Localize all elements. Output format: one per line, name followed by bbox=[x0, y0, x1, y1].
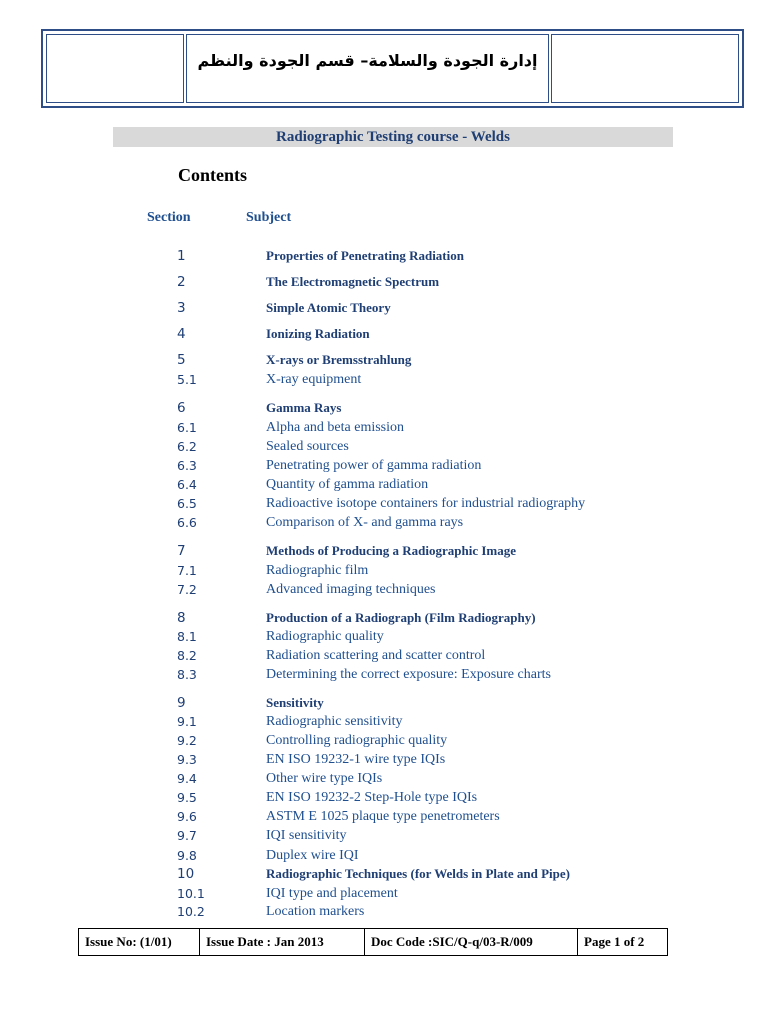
section-title: Alpha and beta emission bbox=[266, 420, 405, 435]
section-title: Gamma Rays bbox=[266, 400, 342, 415]
section-number: 10.1 bbox=[177, 886, 205, 901]
page-number: Page 1 of 2 bbox=[578, 929, 668, 956]
list-item bbox=[0, 733, 768, 752]
section-title: Penetrating power of gamma radiation bbox=[266, 458, 482, 473]
section-title: Properties of Penetrating Radiation bbox=[266, 248, 464, 263]
section-title: Production of a Radiograph (Film Radiography) bbox=[266, 610, 536, 625]
list-item bbox=[0, 248, 768, 267]
section-number: 9.3 bbox=[177, 752, 197, 767]
list-item bbox=[0, 439, 768, 458]
section-number: 7.2 bbox=[177, 582, 197, 597]
section-number: 6.3 bbox=[177, 458, 197, 473]
section-title: IQI type and placement bbox=[266, 886, 398, 901]
section-number: 5.1 bbox=[177, 372, 197, 387]
list-item bbox=[0, 543, 768, 562]
list-item bbox=[0, 372, 768, 391]
list-item bbox=[0, 352, 768, 371]
section-number: 9.4 bbox=[177, 771, 197, 786]
section-column-header: Section bbox=[147, 210, 191, 225]
list-item bbox=[0, 886, 768, 905]
section-title: Sealed sources bbox=[266, 439, 349, 454]
section-title: Radiographic film bbox=[266, 563, 369, 578]
list-item bbox=[0, 300, 768, 319]
issue-date: Issue Date : Jan 2013 bbox=[200, 929, 365, 956]
section-title: IQI sensitivity bbox=[266, 828, 347, 843]
section-title: Duplex wire IQI bbox=[266, 848, 359, 863]
section-number: 5 bbox=[177, 352, 186, 368]
section-title: X-ray equipment bbox=[266, 372, 362, 387]
list-item bbox=[0, 629, 768, 648]
section-title: Radiographic quality bbox=[266, 629, 384, 644]
section-title: Location markers bbox=[266, 904, 365, 919]
list-item bbox=[0, 515, 768, 534]
list-item bbox=[0, 695, 768, 714]
list-item bbox=[0, 714, 768, 733]
section-title: Quantity of gamma radiation bbox=[266, 477, 429, 492]
section-number: 9.1 bbox=[177, 714, 197, 729]
section-number: 9.8 bbox=[177, 848, 197, 863]
issue-number: Issue No: (1/01) bbox=[79, 929, 200, 956]
section-title: X-rays or Bremsstrahlung bbox=[266, 352, 412, 367]
list-item bbox=[0, 400, 768, 419]
list-item bbox=[0, 648, 768, 667]
contents-heading: Contents bbox=[178, 165, 248, 185]
header-right-cell bbox=[551, 34, 739, 103]
list-item bbox=[0, 866, 768, 885]
section-number: 6.5 bbox=[177, 496, 197, 511]
section-number: 6.4 bbox=[177, 477, 197, 492]
section-number: 7.1 bbox=[177, 563, 197, 578]
header-left-cell bbox=[46, 34, 184, 103]
list-item bbox=[0, 496, 768, 515]
section-title: Simple Atomic Theory bbox=[266, 300, 391, 315]
section-number: 10 bbox=[177, 866, 195, 882]
list-item bbox=[0, 771, 768, 790]
header-title: إدارة الجودة والسلامة– قسم الجودة والنظم bbox=[197, 51, 538, 70]
section-title: Radiation scattering and scatter control bbox=[266, 648, 486, 663]
course-title: Radiographic Testing course - Welds bbox=[113, 127, 673, 147]
section-number: 9.7 bbox=[177, 828, 197, 843]
list-item bbox=[0, 904, 768, 923]
section-number: 9 bbox=[177, 695, 186, 711]
list-item bbox=[0, 610, 768, 629]
section-title: ASTM E 1025 plaque type penetrometers bbox=[266, 809, 500, 824]
section-number: 10.2 bbox=[177, 904, 205, 919]
list-item bbox=[0, 274, 768, 293]
section-number: 9.2 bbox=[177, 733, 197, 748]
section-number: 9.6 bbox=[177, 809, 197, 824]
section-title: The Electromagnetic Spectrum bbox=[266, 274, 440, 289]
section-number: 9.5 bbox=[177, 790, 197, 805]
section-number: 8 bbox=[177, 610, 186, 626]
section-title: Methods of Producing a Radiographic Image bbox=[266, 543, 517, 558]
section-number: 1 bbox=[177, 248, 186, 264]
list-item bbox=[0, 848, 768, 867]
list-item bbox=[0, 667, 768, 686]
section-number: 8.1 bbox=[177, 629, 197, 644]
section-number: 3 bbox=[177, 300, 186, 316]
document-footer bbox=[78, 928, 668, 956]
section-number: 6.1 bbox=[177, 420, 197, 435]
section-number: 8.3 bbox=[177, 667, 197, 682]
list-item bbox=[0, 752, 768, 771]
document-code: Doc Code :SIC/Q-q/03-R/009 bbox=[365, 929, 578, 956]
section-title: Comparison of X- and gamma rays bbox=[266, 515, 464, 530]
section-title: Radiographic Techniques (for Welds in Plate and Pipe) bbox=[266, 866, 570, 881]
list-item bbox=[0, 809, 768, 828]
list-item bbox=[0, 563, 768, 582]
subject-column-header: Subject bbox=[246, 210, 292, 225]
section-number: 6.2 bbox=[177, 439, 197, 454]
section-title: Ionizing Radiation bbox=[266, 326, 370, 341]
section-title: Other wire type IQIs bbox=[266, 771, 383, 786]
list-item bbox=[0, 582, 768, 601]
section-number: 7 bbox=[177, 543, 186, 559]
list-item bbox=[0, 790, 768, 809]
section-title: EN ISO 19232-2 Step-Hole type IQIs bbox=[266, 790, 478, 805]
section-number: 8.2 bbox=[177, 648, 197, 663]
list-item bbox=[0, 420, 768, 439]
section-title: Determining the correct exposure: Exposure charts bbox=[266, 667, 551, 682]
section-number: 6.6 bbox=[177, 515, 197, 530]
section-title: Controlling radiographic quality bbox=[266, 733, 448, 748]
section-title: Advanced imaging techniques bbox=[266, 582, 436, 597]
section-title: EN ISO 19232-1 wire type IQIs bbox=[266, 752, 446, 767]
section-title: Sensitivity bbox=[266, 695, 324, 710]
list-item bbox=[0, 326, 768, 345]
section-title: Radioactive isotope containers for industrial radiography bbox=[266, 496, 586, 511]
header-center-cell bbox=[186, 34, 549, 103]
list-item bbox=[0, 458, 768, 477]
list-item bbox=[0, 828, 768, 847]
section-title: Radiographic sensitivity bbox=[266, 714, 403, 729]
list-item bbox=[0, 477, 768, 496]
section-number: 2 bbox=[177, 274, 186, 290]
section-number: 4 bbox=[177, 326, 186, 342]
section-number: 6 bbox=[177, 400, 186, 416]
header-box bbox=[41, 29, 744, 108]
